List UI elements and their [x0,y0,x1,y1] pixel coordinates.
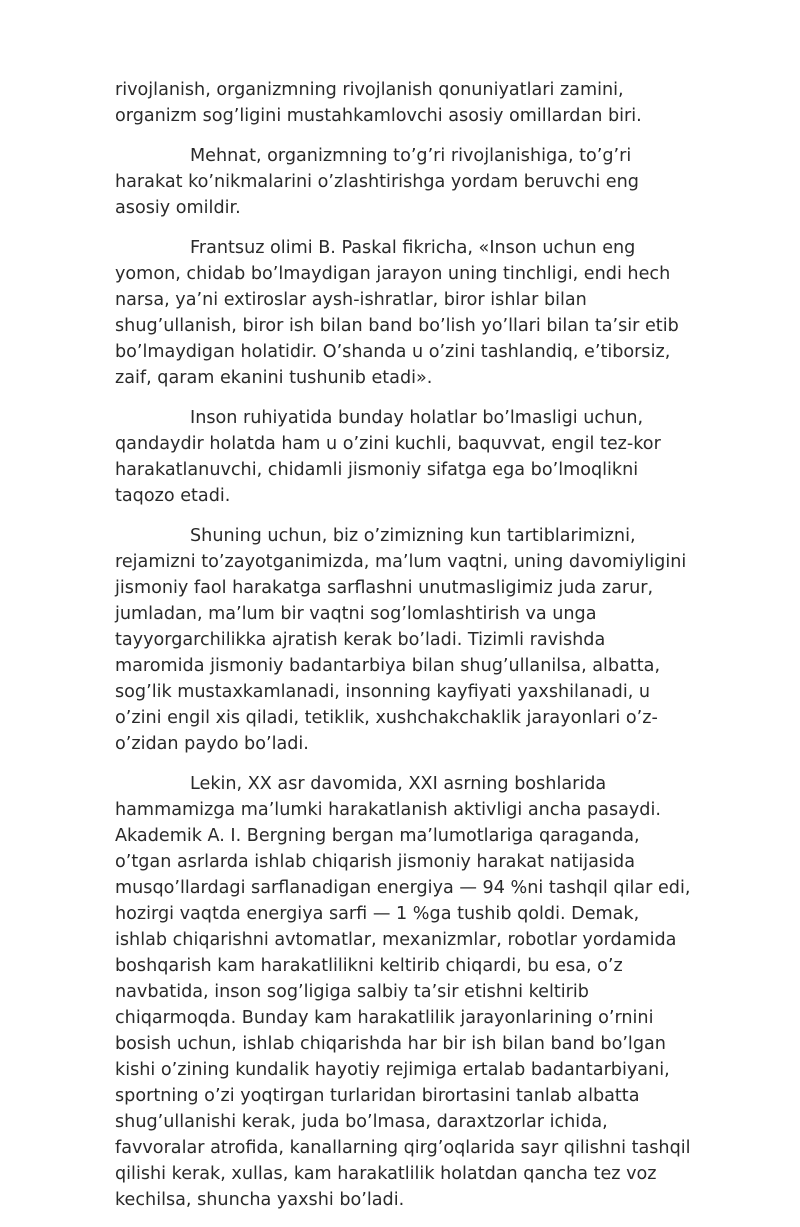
paragraph-pascal-quote: Frantsuz olimi B. Paskal fikricha, «Inson uchun eng yomon, chidab bo’lmaydigan jarayon uning tinchligi, endi hech narsa, ya’ni extiroslar aysh-ishratlar, biror ishlar bilan shug’ullanish, biror ish bilan band bo’lish yo’llari bilan ta’sir etib bo’lmaydigan holatidir. O’shanda u o’zini tashlandiq, e’tiborsiz, zaif, qaram ekanini tushunib etadi». [115,238,679,388]
paragraph-daily-routine: Shuning uchun, biz o’zimizning kun tartiblarimizni, rejamizni to’zayotganimizda, ma’lum vaqtni, uning davomiyligini jismoniy faol harakatga sarflashni unutmasligimiz juda zarur, jumladan, ma’lum bir vaqtni sog’lomlashtirish va unga tayyorgarchilikka ajratish kerak bo’ladi. Tizimli ravishda maromida jismoniy badantarbiya bilan shug’ullanilsa, albatta, sog’lik mustaxkamlanadi, insonning kayfiyati yaxshilanadi, u o’zini engil xis qiladi, tetiklik, xushchakchaklik jarayonlari o’z-o’zidan paydo bo’ladi. [115,526,687,754]
paragraph-continuation: rivojlanish, organizmning rivojlanish qonuniyatlari zamini, organizm sog’ligini mustahkamlovchi asosiy omillardan biri. [115,80,642,126]
paragraph-labor: Mehnat, organizmning to’g’ri rivojlanishiga, to’g’ri harakat ko’nikmalarini o’zlashtirishga yordam beruvchi eng asosiy omildir. [115,146,639,218]
document-page [115,77,695,1227]
paragraph-activity-decline: Lekin, XX asr davomida, XXI asrning boshlarida hammamizga ma’lumki harakatlanish aktivligi ancha pasaydi. Akademik A. I. Bergning bergan ma’lumotlariga qaraganda, o’tgan asrlarda ishlab chiqarish jismoniy harakat natijasida musqo’llardagi sarflanadigan energiya — 94 %ni tashqil qilar edi, hozirgi vaqtda energiya sarfi — 1 %ga tushib qoldi. Demak, ishlab chiqarishni avtomatlar, mexanizmlar, robotlar yordamida boshqarish kam harakatlilikni keltirib chiqardi, bu esa, o’z navbatida, inson sog’ligiga salbiy ta’sir etishni keltirib chiqarmoqda. Bunday kam harakatlilik jarayonlarining o’rnini bosish uchun, ishlab chiqarishda har bir ish bilan band bo’lgan kishi o’zining kundalik hayotiy rejimiga ertalab badantarbiyani, sportning o’zi yoqtirgan turlaridan birortasini tanlab albatta shug’ullanishi kerak, juda bo’lmasa, daraxtzorlar ichida, favvoralar atrofida, kanallarning qirg’oqlarida sayr qilishni tashqil qilishi kerak, xullas, kam harakatlilik holatdan qancha tez voz kechilsa, shuncha yaxshi bo’ladi. [115,774,691,1210]
paragraph-psyche: Inson ruhiyatida bunday holatlar bo’lmasligi uchun, qandaydir holatda ham u o’zini kuchli, baquvvat, engil tez-kor harakatlanuvchi, chidamli jismoniy sifatga ega bo’lmoqlikni taqozo etadi. [115,408,661,506]
